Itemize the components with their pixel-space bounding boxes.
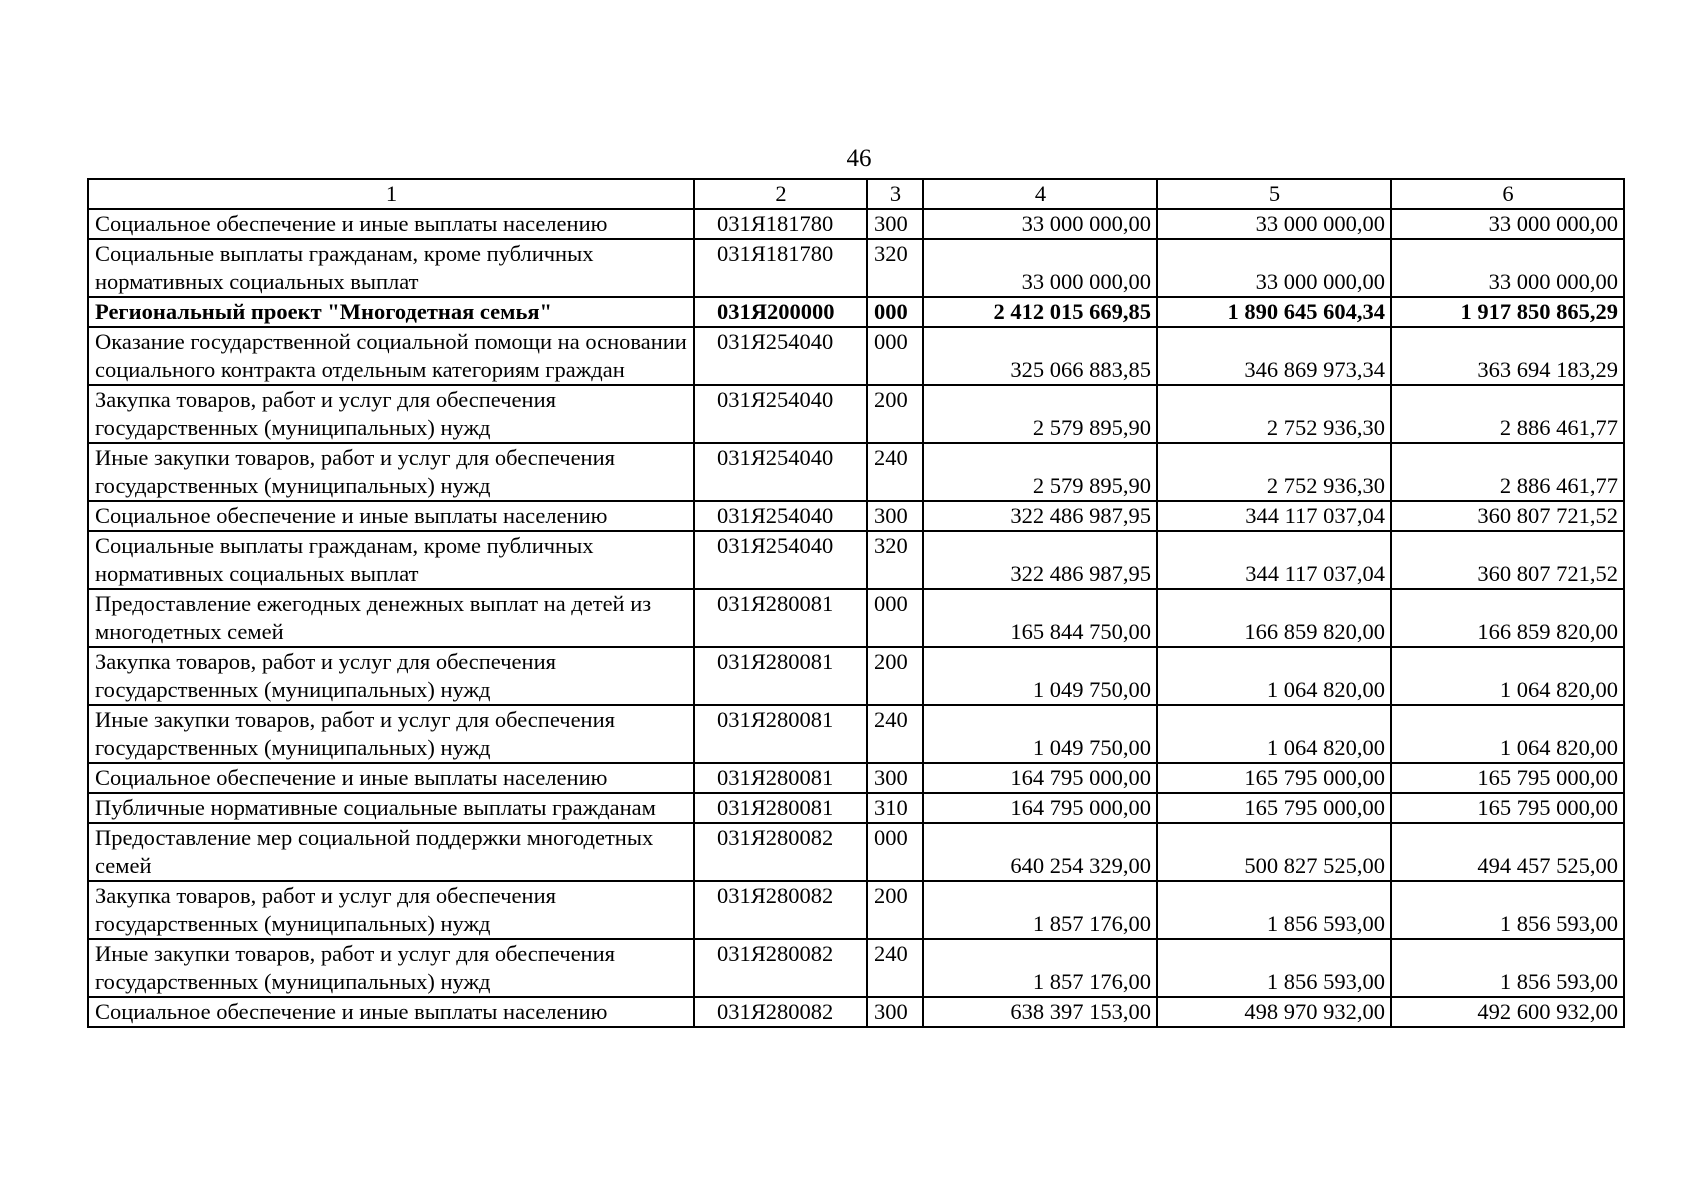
row-type-cell: 300 bbox=[867, 501, 923, 531]
row-name-cell: Социальное обеспечение и иные выплаты населению bbox=[88, 501, 694, 531]
budget-table bbox=[87, 178, 1625, 1028]
column-header: 1 bbox=[88, 179, 694, 209]
row-value-4-cell: 164 795 000,00 bbox=[923, 763, 1157, 793]
row-value-5-cell: 498 970 932,00 bbox=[1157, 997, 1391, 1027]
row-code-cell: 031Я254040 bbox=[694, 501, 867, 531]
table-row bbox=[88, 327, 1624, 385]
row-name-cell: Иные закупки товаров, работ и услуг для обеспечения государственных (муниципальных) нужд bbox=[88, 443, 694, 501]
row-value-4-cell: 322 486 987,95 bbox=[923, 501, 1157, 531]
row-value-5-cell: 1 890 645 604,34 bbox=[1157, 297, 1391, 327]
row-value-6-cell: 1 856 593,00 bbox=[1391, 939, 1624, 997]
row-name-cell: Закупка товаров, работ и услуг для обеспечения государственных (муниципальных) нужд bbox=[88, 881, 694, 939]
row-type-cell: 240 bbox=[867, 939, 923, 997]
table-row bbox=[88, 939, 1624, 997]
table-row bbox=[88, 297, 1624, 327]
row-name-cell: Иные закупки товаров, работ и услуг для обеспечения государственных (муниципальных) нужд bbox=[88, 705, 694, 763]
table-row bbox=[88, 443, 1624, 501]
row-value-6-cell: 492 600 932,00 bbox=[1391, 997, 1624, 1027]
column-header: 2 bbox=[694, 179, 867, 209]
row-value-5-cell: 2 752 936,30 bbox=[1157, 443, 1391, 501]
table-row bbox=[88, 763, 1624, 793]
row-name-cell: Иные закупки товаров, работ и услуг для обеспечения государственных (муниципальных) нужд bbox=[88, 939, 694, 997]
row-value-4-cell: 322 486 987,95 bbox=[923, 531, 1157, 589]
row-value-5-cell: 344 117 037,04 bbox=[1157, 531, 1391, 589]
row-code-cell: 031Я280082 bbox=[694, 939, 867, 997]
row-value-4-cell: 164 795 000,00 bbox=[923, 793, 1157, 823]
row-name-cell: Публичные нормативные социальные выплаты гражданам bbox=[88, 793, 694, 823]
row-name-cell: Оказание государственной социальной помощи на основании социального контракта отдельным категориям граждан bbox=[88, 327, 694, 385]
row-value-4-cell: 1 857 176,00 bbox=[923, 939, 1157, 997]
row-code-cell: 031Я254040 bbox=[694, 385, 867, 443]
row-code-cell: 031Я280081 bbox=[694, 763, 867, 793]
row-value-6-cell: 165 795 000,00 bbox=[1391, 763, 1624, 793]
page-number: 46 bbox=[846, 145, 872, 172]
row-value-6-cell: 165 795 000,00 bbox=[1391, 793, 1624, 823]
row-code-cell: 031Я254040 bbox=[694, 443, 867, 501]
row-value-5-cell: 1 064 820,00 bbox=[1157, 647, 1391, 705]
column-header: 4 bbox=[923, 179, 1157, 209]
row-value-4-cell: 33 000 000,00 bbox=[923, 209, 1157, 239]
row-name-cell: Предоставление мер социальной поддержки многодетных семей bbox=[88, 823, 694, 881]
row-code-cell: 031Я254040 bbox=[694, 327, 867, 385]
table-row bbox=[88, 793, 1624, 823]
row-value-5-cell: 346 869 973,34 bbox=[1157, 327, 1391, 385]
row-code-cell: 031Я254040 bbox=[694, 531, 867, 589]
row-value-6-cell: 1 064 820,00 bbox=[1391, 705, 1624, 763]
row-name-cell: Предоставление ежегодных денежных выплат на детей из многодетных семей bbox=[88, 589, 694, 647]
row-type-cell: 320 bbox=[867, 531, 923, 589]
row-type-cell: 300 bbox=[867, 997, 923, 1027]
row-value-6-cell: 360 807 721,52 bbox=[1391, 531, 1624, 589]
row-value-6-cell: 33 000 000,00 bbox=[1391, 239, 1624, 297]
row-value-5-cell: 165 795 000,00 bbox=[1157, 763, 1391, 793]
table-header-row bbox=[88, 179, 1624, 209]
row-type-cell: 000 bbox=[867, 823, 923, 881]
row-name-cell: Закупка товаров, работ и услуг для обеспечения государственных (муниципальных) нужд bbox=[88, 385, 694, 443]
row-name-cell: Закупка товаров, работ и услуг для обеспечения государственных (муниципальных) нужд bbox=[88, 647, 694, 705]
row-type-cell: 200 bbox=[867, 881, 923, 939]
row-name-cell: Социальные выплаты гражданам, кроме публичных нормативных социальных выплат bbox=[88, 531, 694, 589]
row-name-cell: Социальное обеспечение и иные выплаты населению bbox=[88, 997, 694, 1027]
column-header: 3 bbox=[867, 179, 923, 209]
row-name-cell: Социальное обеспечение и иные выплаты населению bbox=[88, 209, 694, 239]
row-value-4-cell: 1 857 176,00 bbox=[923, 881, 1157, 939]
row-type-cell: 240 bbox=[867, 443, 923, 501]
table-row bbox=[88, 997, 1624, 1027]
row-value-6-cell: 1 856 593,00 bbox=[1391, 881, 1624, 939]
row-type-cell: 000 bbox=[867, 297, 923, 327]
row-value-5-cell: 1 064 820,00 bbox=[1157, 705, 1391, 763]
row-value-5-cell: 33 000 000,00 bbox=[1157, 209, 1391, 239]
row-value-6-cell: 2 886 461,77 bbox=[1391, 385, 1624, 443]
row-value-5-cell: 1 856 593,00 bbox=[1157, 881, 1391, 939]
row-type-cell: 000 bbox=[867, 327, 923, 385]
row-name-cell: Региональный проект "Многодетная семья" bbox=[88, 297, 694, 327]
row-value-6-cell: 1 064 820,00 bbox=[1391, 647, 1624, 705]
row-value-5-cell: 2 752 936,30 bbox=[1157, 385, 1391, 443]
table-row bbox=[88, 589, 1624, 647]
row-value-4-cell: 325 066 883,85 bbox=[923, 327, 1157, 385]
row-value-6-cell: 363 694 183,29 bbox=[1391, 327, 1624, 385]
row-value-4-cell: 2 412 015 669,85 bbox=[923, 297, 1157, 327]
row-type-cell: 320 bbox=[867, 239, 923, 297]
row-code-cell: 031Я280082 bbox=[694, 997, 867, 1027]
row-value-6-cell: 33 000 000,00 bbox=[1391, 209, 1624, 239]
row-value-6-cell: 494 457 525,00 bbox=[1391, 823, 1624, 881]
table-row bbox=[88, 881, 1624, 939]
row-code-cell: 031Я280081 bbox=[694, 589, 867, 647]
table-body bbox=[88, 179, 1624, 1027]
table-row bbox=[88, 501, 1624, 531]
row-value-5-cell: 1 856 593,00 bbox=[1157, 939, 1391, 997]
row-value-4-cell: 1 049 750,00 bbox=[923, 705, 1157, 763]
row-value-5-cell: 344 117 037,04 bbox=[1157, 501, 1391, 531]
table-row bbox=[88, 705, 1624, 763]
row-value-5-cell: 33 000 000,00 bbox=[1157, 239, 1391, 297]
table-row bbox=[88, 385, 1624, 443]
row-value-6-cell: 360 807 721,52 bbox=[1391, 501, 1624, 531]
row-value-4-cell: 2 579 895,90 bbox=[923, 443, 1157, 501]
row-code-cell: 031Я181780 bbox=[694, 239, 867, 297]
row-value-4-cell: 2 579 895,90 bbox=[923, 385, 1157, 443]
row-type-cell: 240 bbox=[867, 705, 923, 763]
table-row bbox=[88, 209, 1624, 239]
table-row bbox=[88, 647, 1624, 705]
row-value-4-cell: 640 254 329,00 bbox=[923, 823, 1157, 881]
table-row bbox=[88, 531, 1624, 589]
row-type-cell: 200 bbox=[867, 385, 923, 443]
row-value-6-cell: 166 859 820,00 bbox=[1391, 589, 1624, 647]
row-type-cell: 310 bbox=[867, 793, 923, 823]
row-value-6-cell: 2 886 461,77 bbox=[1391, 443, 1624, 501]
row-code-cell: 031Я280082 bbox=[694, 881, 867, 939]
row-value-6-cell: 1 917 850 865,29 bbox=[1391, 297, 1624, 327]
row-name-cell: Социальные выплаты гражданам, кроме публичных нормативных социальных выплат bbox=[88, 239, 694, 297]
row-code-cell: 031Я181780 bbox=[694, 209, 867, 239]
row-type-cell: 200 bbox=[867, 647, 923, 705]
row-code-cell: 031Я280081 bbox=[694, 705, 867, 763]
row-type-cell: 300 bbox=[867, 763, 923, 793]
column-header: 5 bbox=[1157, 179, 1391, 209]
row-value-5-cell: 165 795 000,00 bbox=[1157, 793, 1391, 823]
column-header: 6 bbox=[1391, 179, 1624, 209]
row-type-cell: 300 bbox=[867, 209, 923, 239]
row-value-4-cell: 638 397 153,00 bbox=[923, 997, 1157, 1027]
row-value-5-cell: 500 827 525,00 bbox=[1157, 823, 1391, 881]
row-name-cell: Социальное обеспечение и иные выплаты населению bbox=[88, 763, 694, 793]
row-value-4-cell: 1 049 750,00 bbox=[923, 647, 1157, 705]
row-value-4-cell: 165 844 750,00 bbox=[923, 589, 1157, 647]
row-code-cell: 031Я280081 bbox=[694, 793, 867, 823]
row-value-4-cell: 33 000 000,00 bbox=[923, 239, 1157, 297]
row-type-cell: 000 bbox=[867, 589, 923, 647]
row-code-cell: 031Я280081 bbox=[694, 647, 867, 705]
table-row bbox=[88, 239, 1624, 297]
row-code-cell: 031Я200000 bbox=[694, 297, 867, 327]
row-value-5-cell: 166 859 820,00 bbox=[1157, 589, 1391, 647]
row-code-cell: 031Я280082 bbox=[694, 823, 867, 881]
table-row bbox=[88, 823, 1624, 881]
